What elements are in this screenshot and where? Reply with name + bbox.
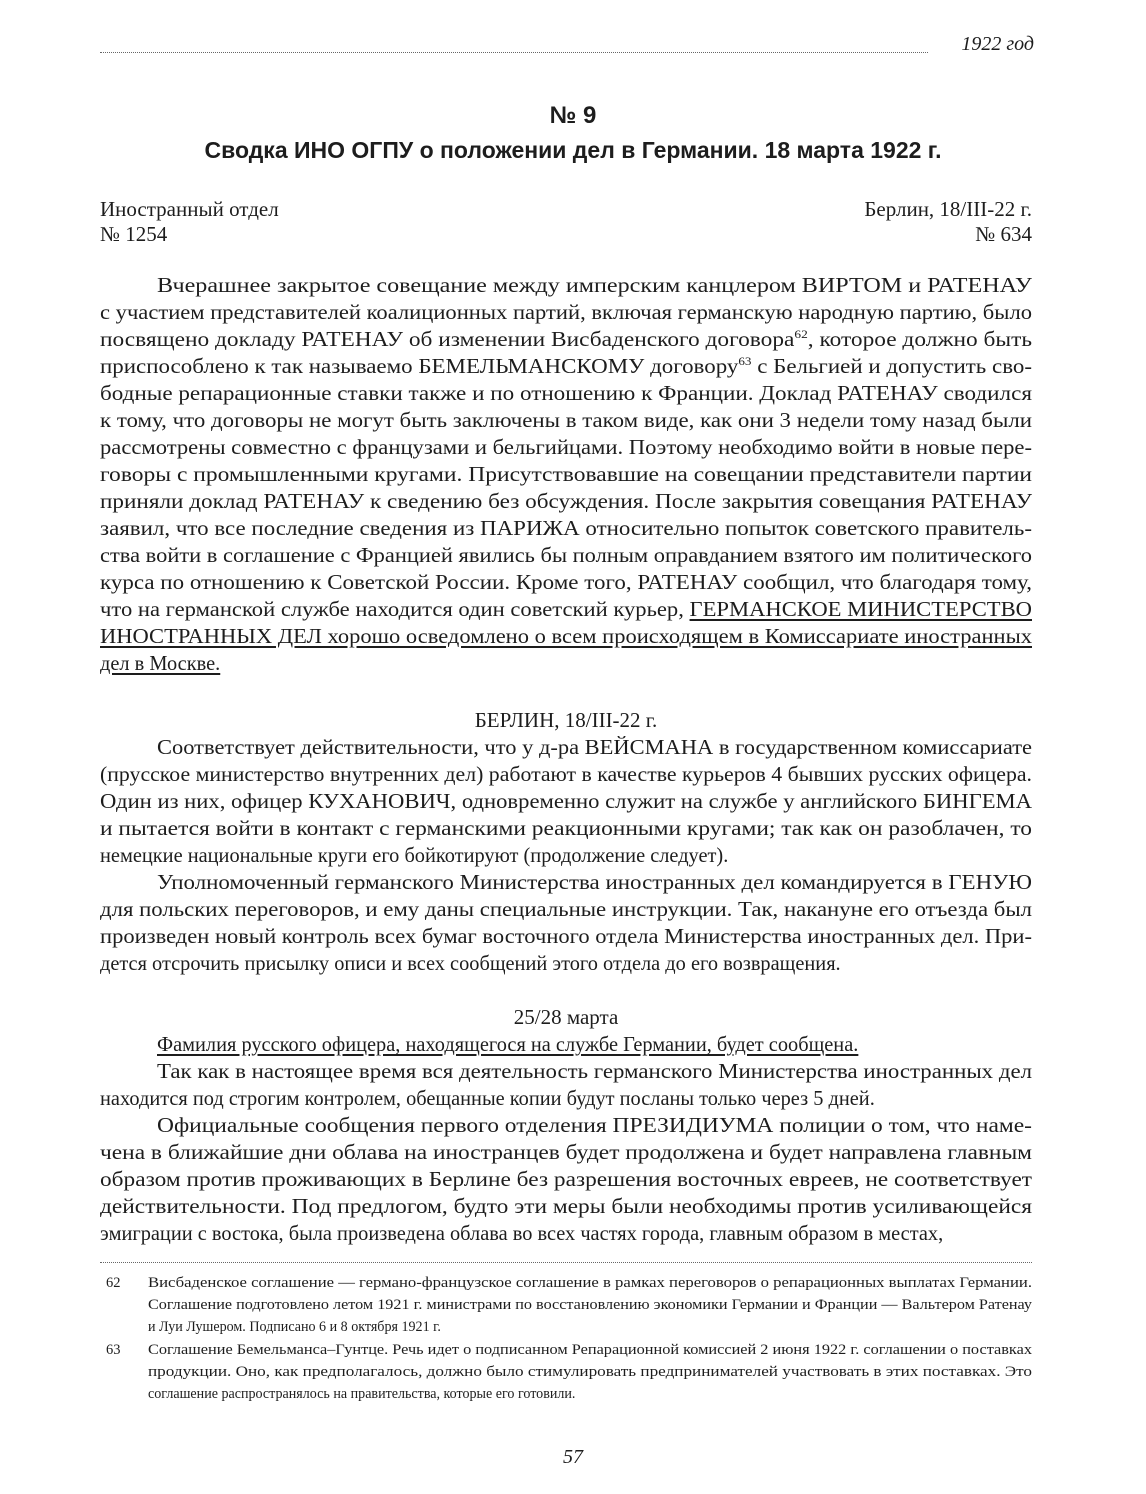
paragraph-line bbox=[100, 788, 1032, 815]
footnote-reference: 63 bbox=[738, 354, 752, 368]
footnote-line: Соглашение подготовлено летом 1921 г. министрами по восстановлению экономики Германии и Франции — Вальтером Ратенау bbox=[148, 1297, 1032, 1313]
paragraph-line bbox=[100, 842, 1032, 869]
paragraph-line bbox=[100, 1139, 1032, 1166]
paragraph-line bbox=[100, 650, 1032, 677]
text-run: (прусское министерство внутренних дел) работают в качестве курьеров 4 бывших русских офицера. bbox=[100, 762, 1032, 786]
document-title: Сводка ИНО ОГПУ о положении дел в Германии. 18 марта 1922 г. bbox=[204, 137, 942, 163]
text-run: и пытается войти в контакт с германскими реакционными кругами; так как он разоблачен, то bbox=[100, 816, 1032, 840]
text-run: эмиграции с востока, была произведена облава во всех частях города, главным образом в местах, bbox=[100, 1221, 944, 1245]
text-run: приняли доклад РАТЕНАУ к сведению без обсуждения. После закрытия совещания РАТЕНАУ bbox=[100, 489, 1032, 513]
footnote-line: соглашение распространялось на правительства, которые его готовили. bbox=[148, 1386, 576, 1402]
section-heading-text: БЕРЛИН, 18/III-22 г. bbox=[474, 708, 658, 732]
running-header: 1922 год bbox=[961, 33, 1034, 55]
underlined-text: Фамилия русского офицера, находящегося на службе Германии, будет сообщена. bbox=[157, 1032, 859, 1056]
paragraph-line bbox=[100, 380, 1032, 407]
section-heading bbox=[100, 707, 1032, 734]
text-run: , которое должно быть bbox=[807, 327, 1032, 351]
text-run: Один из них, офицер КУХАНОВИЧ, одновременно служит на службе у английского БИНГЕМА bbox=[100, 789, 1032, 813]
footnote-line: Соглашение Бемельманса–Гунтце. Речь идет о подписанном Репарационной комиссией 2 июня 1922 г. соглашении о поставках bbox=[148, 1342, 1032, 1358]
footnote-line: Висбаденское соглашение — германо-французское соглашение в рамках переговоров о репарационных выплатах Германии. bbox=[148, 1275, 1032, 1291]
text-run: к тому, что договоры не могут быть заключены в таком виде, как они 3 недели тому назад были bbox=[100, 408, 1032, 432]
paragraph-line bbox=[100, 1112, 1032, 1139]
paragraph-line bbox=[100, 1193, 1032, 1220]
text-run: приспособлено к так называемо БЕМЕЛЬМАНСКОМУ договору bbox=[100, 354, 739, 378]
document-number: № 9 bbox=[549, 102, 597, 129]
paragraph-line bbox=[100, 1031, 1032, 1058]
text-run: говоры с промышленными кругами. Присутствовавшие на совещании представители партии bbox=[100, 462, 1032, 486]
text-run: посвящено докладу РАТЕНАУ об изменении Висбаденского договора bbox=[100, 327, 795, 351]
paragraph-line bbox=[100, 596, 1032, 623]
paragraph-line bbox=[100, 923, 1032, 950]
text-run: произведен новый контроль всех бумаг восточного отдела Министерства иностранных дел. При- bbox=[100, 924, 1032, 948]
footnote bbox=[100, 1339, 1032, 1405]
paragraph-line bbox=[100, 950, 1032, 977]
section-heading bbox=[100, 1004, 1032, 1031]
paragraph-line bbox=[100, 488, 1032, 515]
place-date-block bbox=[864, 197, 1032, 247]
sender-number: № 1254 bbox=[100, 222, 168, 246]
paragraph-line bbox=[100, 461, 1032, 488]
paragraph-line bbox=[100, 326, 1032, 353]
paragraph-line bbox=[100, 542, 1032, 569]
paragraph-line bbox=[100, 299, 1032, 326]
page-number: 57 bbox=[563, 1446, 583, 1468]
footnote-rule bbox=[100, 1262, 1032, 1263]
footnote-reference: 62 bbox=[794, 327, 808, 341]
paragraph-line bbox=[100, 569, 1032, 596]
paragraph-line bbox=[100, 1166, 1032, 1193]
footnotes bbox=[100, 1272, 1032, 1406]
text-run: бодные репарационные ставки также и по отношению к Франции. Доклад РАТЕНАУ сводился bbox=[100, 381, 1032, 405]
sender-block bbox=[100, 197, 279, 247]
paragraph-line bbox=[100, 1058, 1032, 1085]
text-run: Соответствует действительности, что у д-ра ВЕЙСМАНА в государственном комиссариате bbox=[157, 735, 1032, 759]
text-run: Уполномоченный германского Министерства иностранных дел командируется в ГЕНУЮ bbox=[157, 870, 1032, 894]
underlined-text: ИНОСТРАННЫХ ДЕЛ хорошо осведомлено о всем происходящем в Комиссариате иностранных bbox=[100, 624, 1032, 648]
outgoing-number: № 634 bbox=[975, 222, 1032, 246]
text-run: ства войти в соглашение с Францией явились бы полным оправданием взятого им политического bbox=[100, 543, 1032, 567]
paragraph-line bbox=[100, 623, 1032, 650]
place-date: Берлин, 18/III-22 г. bbox=[864, 197, 1032, 221]
paragraph-line bbox=[100, 272, 1032, 299]
text-run: действительности. Под предлогом, будто эти меры были необходимы против усиливающейся bbox=[100, 1194, 1032, 1218]
text-run: с Бельгией и допустить сво- bbox=[751, 354, 1032, 378]
paragraph-line bbox=[100, 734, 1032, 761]
paragraph-line bbox=[100, 515, 1032, 542]
paragraph-line bbox=[100, 407, 1032, 434]
text-run: Так как в настоящее время вся деятельность германского Министерства иностранных дел bbox=[157, 1059, 1032, 1083]
text-run: курса по отношению к Советской России. Кроме того, РАТЕНАУ сообщил, что благодаря тому, bbox=[100, 570, 1032, 594]
text-run: для польских переговоров, и ему даны специальные инструкции. Так, накануне его отъезда был bbox=[100, 897, 1032, 921]
header-rule bbox=[100, 52, 928, 53]
footnote-number: 63 bbox=[106, 1342, 121, 1358]
text-run: дется отсрочить присылку описи и всех сообщений этого отдела до его возвращения. bbox=[100, 951, 841, 975]
paragraph-line bbox=[100, 1220, 1032, 1247]
footnote-line: и Луи Лушером. Подписано 6 и 8 октября 1921 г. bbox=[148, 1319, 441, 1335]
footnote bbox=[100, 1272, 1032, 1338]
text-run: с участием представителей коалиционных партий, включая германскую народную партию, было bbox=[100, 300, 1032, 324]
text-run: находится под строгим контролем, обещанные копии будут посланы только через 5 дней. bbox=[100, 1086, 875, 1110]
text-run: чена в ближайшие дни облава на иностранцев будет продолжена и будет направлена главным bbox=[100, 1140, 1032, 1164]
text-run: образом против проживающих в Берлине без разрешения восточных евреев, не соответствует bbox=[100, 1167, 1032, 1191]
text-run: немецкие национальные круги его бойкотируют (продолжение следует). bbox=[100, 843, 729, 867]
paragraph-line bbox=[100, 353, 1032, 380]
paragraph-line bbox=[100, 1085, 1032, 1112]
document-body bbox=[100, 272, 1032, 1247]
text-run: заявил, что все последние сведения из ПАРИЖА относительно попыток советского правитель- bbox=[100, 516, 1032, 540]
paragraph-line bbox=[100, 434, 1032, 461]
underlined-text: ГЕРМАНСКОЕ МИНИСТЕРСТВО bbox=[689, 597, 1032, 621]
paragraph-line bbox=[100, 761, 1032, 788]
text-run: что на германской службе находится один советский курьер, bbox=[100, 597, 690, 621]
underlined-text: дел в Москве. bbox=[100, 651, 221, 675]
text-run: рассмотрены совместно с французами и бельгийцами. Поэтому необходимо войти в новые пере- bbox=[100, 435, 1032, 459]
text-run: Вчерашнее закрытое совещание между имперским канцлером ВИРТОМ и РАТЕНАУ bbox=[157, 273, 1032, 297]
paragraph-line bbox=[100, 815, 1032, 842]
footnote-number: 62 bbox=[106, 1275, 121, 1291]
section-heading-text: 25/28 марта bbox=[513, 1005, 619, 1029]
sender-department: Иностранный отдел bbox=[100, 197, 279, 221]
paragraph-line bbox=[100, 869, 1032, 896]
footnote-line: продукции. Оно, как предполагалось, должно было стимулировать предпринимателей участвовать в этих поставках. Это bbox=[148, 1364, 1032, 1380]
text-run: Официальные сообщения первого отделения ПРЕЗИДИУМА полиции о том, что наме- bbox=[157, 1113, 1032, 1137]
paragraph-line bbox=[100, 896, 1032, 923]
